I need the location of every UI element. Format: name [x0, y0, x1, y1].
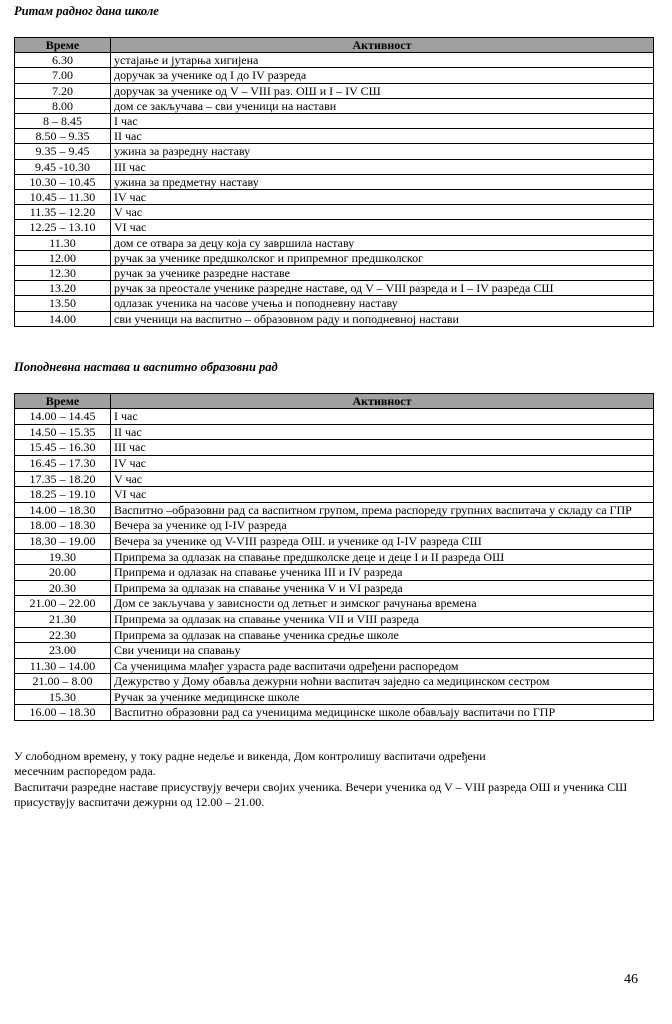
time-cell: 16.00 – 18.30 [15, 705, 111, 721]
table-row [15, 250, 654, 265]
time-cell: 11.35 – 12.20 [15, 205, 111, 220]
activity-cell: II час [111, 129, 654, 144]
activity-cell: IV час [111, 190, 654, 205]
time-cell: 11.30 [15, 235, 111, 250]
activity-cell: Припрема за одлазак на спавање ученика V и VI разреда [111, 580, 654, 596]
table-row [15, 627, 654, 643]
activity-cell: ужина за предметну наставу [111, 174, 654, 189]
activity-cell: III час [111, 440, 654, 456]
activity-cell: Ручак за ученике медицинске школе [111, 689, 654, 705]
activity-cell: сви ученици на васпитно – образовном раду и поподневној настави [111, 311, 654, 326]
activity-cell: ручак за преостале ученике разредне наставе, од V – VIII разреда и I – IV разреда СШ [111, 281, 654, 296]
time-cell: 13.50 [15, 296, 111, 311]
table-row [15, 424, 654, 440]
time-cell: 10.45 – 11.30 [15, 190, 111, 205]
table-row [15, 220, 654, 235]
activity-cell: Вечера за ученике од I-IV разреда [111, 518, 654, 534]
time-cell: 11.30 – 14.00 [15, 658, 111, 674]
table-row [15, 53, 654, 68]
table-row [15, 580, 654, 596]
time-cell: 14.00 – 14.45 [15, 409, 111, 425]
time-cell: 23.00 [15, 643, 111, 659]
activity-cell: I час [111, 409, 654, 425]
school-day-schedule-table [14, 37, 654, 327]
page-number: 46 [624, 972, 638, 987]
time-cell: 20.30 [15, 580, 111, 596]
time-cell: 18.25 – 19.10 [15, 487, 111, 503]
table-row [15, 549, 654, 565]
table-row [15, 296, 654, 311]
table-row [15, 565, 654, 581]
table-row [15, 409, 654, 425]
table-row [15, 281, 654, 296]
time-cell: 9.45 -10.30 [15, 159, 111, 174]
table-row [15, 643, 654, 659]
table-row [15, 311, 654, 326]
activity-cell: одлазак ученика на часове учења и поподневну наставу [111, 296, 654, 311]
free-time-note-line2: месечним распоредом рада. [14, 764, 156, 778]
activity-cell: дом се отвара за децу која су завршила наставу [111, 235, 654, 250]
school-day-rhythm-title: Ритам радног дана школе [14, 4, 159, 18]
activity-cell: ручак за ученике разредне наставе [111, 266, 654, 281]
table-header-row [15, 394, 654, 409]
table-row [15, 68, 654, 83]
time-cell: 7.00 [15, 68, 111, 83]
activity-cell: V час [111, 471, 654, 487]
activity-cell: ручак за ученике предшколског и припремног предшколског [111, 250, 654, 265]
activity-cell: ужина за разредну наставу [111, 144, 654, 159]
activity-cell: I час [111, 114, 654, 129]
time-cell: 15.30 [15, 689, 111, 705]
table-row [15, 440, 654, 456]
activity-cell: Васпитно образовни рад са ученицима медицинске школе обављају васпитачи по ГПР [111, 705, 654, 721]
activity-cell: доручак за ученике од I до IV разреда [111, 68, 654, 83]
table-row [15, 705, 654, 721]
table-row [15, 518, 654, 534]
activity-cell: дом се закључава – сви ученици на настави [111, 98, 654, 113]
table-row [15, 658, 654, 674]
school-day-schedule-body [15, 53, 654, 327]
dinner-supervision-note: Васпитачи разредне наставе присуствују вечери својих ученика. Вечери ученика од V – VIII разреда ОШ и ученика СШ присуствују васпитачи дежурни од 12.00 – 21.00. [14, 780, 628, 809]
activity-cell: VI час [111, 487, 654, 503]
activity-cell: Дом се закључава у зависности од летњег и зимског рачунања времена [111, 596, 654, 612]
table-row [15, 144, 654, 159]
activity-cell: Вечера за ученике од V-VIII разреда ОШ. и ученике од I-IV разреда СШ [111, 533, 654, 549]
table-row [15, 533, 654, 549]
time-cell: 10.30 – 10.45 [15, 174, 111, 189]
activity-cell: доручак за ученике од V – VIII раз. ОШ и I – IV СШ [111, 83, 654, 98]
activity-cell: Са ученицима млађег узраста раде васпитачи одређени распоредом [111, 658, 654, 674]
time-cell: 12.25 – 13.10 [15, 220, 111, 235]
activity-cell: Васпитно –образовни рад са васпитном групом, према распореду групних васпитача у складу са ГПР [111, 502, 654, 518]
activity-cell: Припрема за одлазак на спавање ученика VII и VIII разреда [111, 611, 654, 627]
time-cell: 15.45 – 16.30 [15, 440, 111, 456]
time-cell: 14.50 – 15.35 [15, 424, 111, 440]
activity-cell: II час [111, 424, 654, 440]
activity-cell: Припрема за одлазак на спавање ученика средње школе [111, 627, 654, 643]
table-row [15, 471, 654, 487]
table-row [15, 455, 654, 471]
time-cell: 14.00 [15, 311, 111, 326]
activity-cell: Припрема и одлазак на спавање ученика III и IV разреда [111, 565, 654, 581]
activity-column-header: Активност [111, 394, 654, 409]
table-row [15, 205, 654, 220]
activity-cell: V час [111, 205, 654, 220]
free-time-note [14, 749, 654, 779]
activity-cell: IV час [111, 455, 654, 471]
afternoon-schedule-table [14, 393, 654, 721]
table-row [15, 596, 654, 612]
table-row [15, 611, 654, 627]
time-cell: 22.30 [15, 627, 111, 643]
time-cell: 20.00 [15, 565, 111, 581]
time-cell: 12.30 [15, 266, 111, 281]
time-cell: 8 – 8.45 [15, 114, 111, 129]
activity-cell: Припрема за одлазак на спавање предшколске деце и деце I и II разреда ОШ [111, 549, 654, 565]
table-header-row [15, 38, 654, 53]
table-row [15, 83, 654, 98]
time-cell: 21.00 – 8.00 [15, 674, 111, 690]
time-cell: 21.00 – 22.00 [15, 596, 111, 612]
activity-cell: устајање и јутарња хигијена [111, 53, 654, 68]
activity-cell: Дежурство у Дому обавља дежурни ноћни васпитач заједно са медицинском сестром [111, 674, 654, 690]
time-cell: 14.00 – 18.30 [15, 502, 111, 518]
activity-cell: VI час [111, 220, 654, 235]
time-cell: 21.30 [15, 611, 111, 627]
table-row [15, 266, 654, 281]
table-row [15, 502, 654, 518]
time-cell: 17.35 – 18.20 [15, 471, 111, 487]
table-row [15, 674, 654, 690]
time-cell: 8.00 [15, 98, 111, 113]
time-cell: 16.45 – 17.30 [15, 455, 111, 471]
time-cell: 18.30 – 19.00 [15, 533, 111, 549]
time-column-header: Време [15, 38, 111, 53]
time-cell: 7.20 [15, 83, 111, 98]
table-row [15, 190, 654, 205]
time-cell: 18.00 – 18.30 [15, 518, 111, 534]
table-row [15, 159, 654, 174]
afternoon-schedule-body [15, 409, 654, 721]
table-row [15, 129, 654, 144]
activity-cell: III час [111, 159, 654, 174]
table-row [15, 235, 654, 250]
activity-cell: Сви ученици на спавању [111, 643, 654, 659]
free-time-note-line1: У слободном времену, у току радне недеље и викенда, Дом контролишу васпитачи одређени [14, 749, 486, 763]
table-row [15, 487, 654, 503]
time-cell: 6.30 [15, 53, 111, 68]
time-column-header: Време [15, 394, 111, 409]
table-row [15, 98, 654, 113]
activity-column-header: Активност [111, 38, 654, 53]
time-cell: 13.20 [15, 281, 111, 296]
table-row [15, 174, 654, 189]
time-cell: 9.35 – 9.45 [15, 144, 111, 159]
afternoon-classes-title: Поподневна настава и васпитно образовни рад [14, 360, 278, 374]
time-cell: 8.50 – 9.35 [15, 129, 111, 144]
table-row [15, 114, 654, 129]
time-cell: 19.30 [15, 549, 111, 565]
table-row [15, 689, 654, 705]
time-cell: 12.00 [15, 250, 111, 265]
